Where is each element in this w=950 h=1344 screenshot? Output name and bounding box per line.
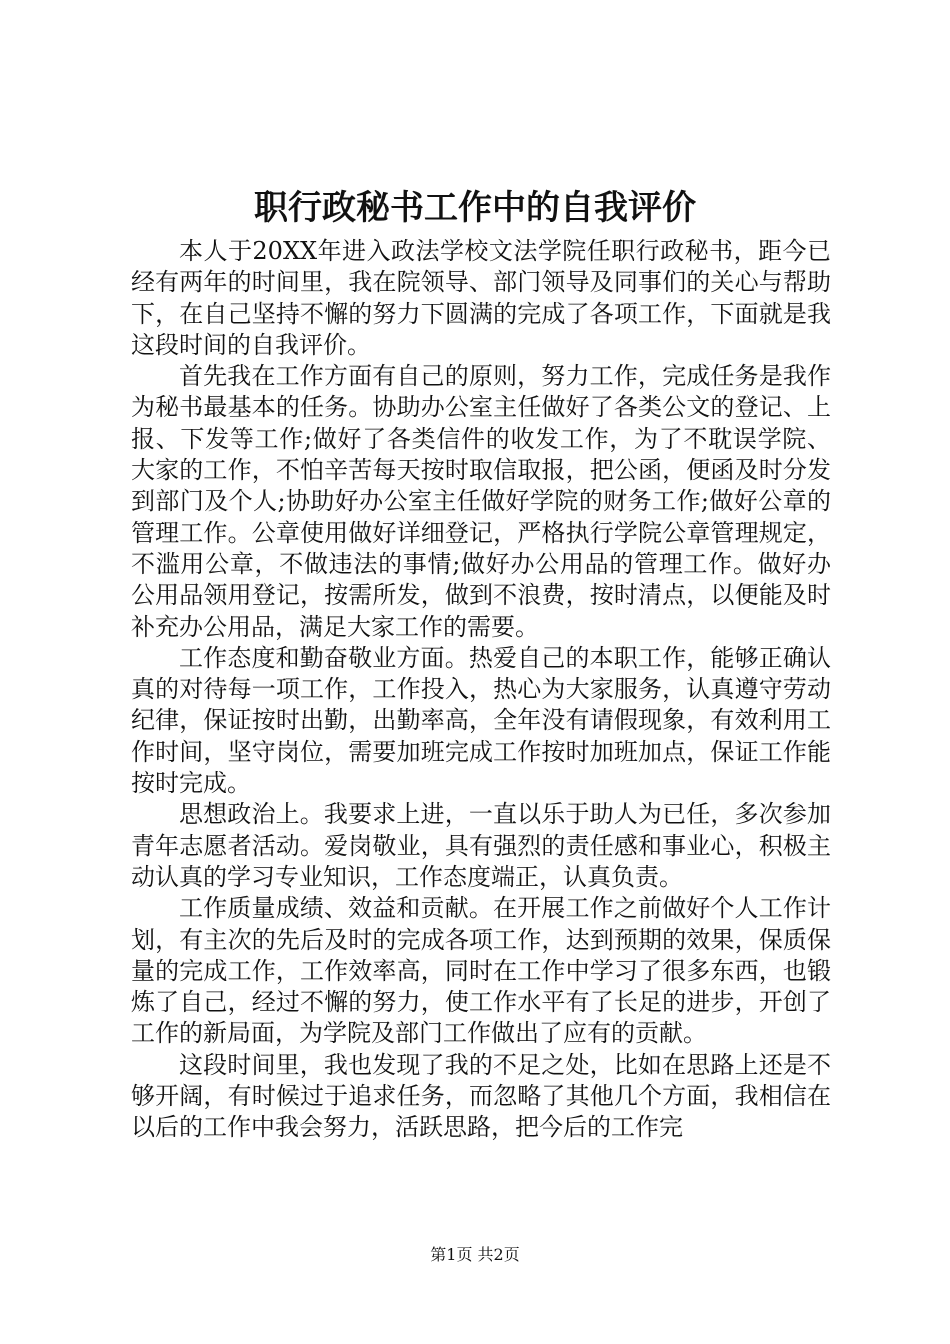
paragraph-work-attitude: 工作态度和勤奋敬业方面。热爱自己的本职工作，能够正确认真的对待每一项工作，工作投入，热心为大家服务，认真遵守劳动纪律，保证按时出勤，出勤率高，全年没有请假现象，有效利用工作时间，坚守岗位，需要加班完成工作按时加班加点，保证工作能按时完成。	[131, 643, 831, 798]
page-number-footer: 第1页 共2页	[430, 1245, 520, 1264]
paragraph-intro: 本人于20XX年进入政法学校文法学院任职行政秘书，距今已经有两年的时间里，我在院领导、部门领导及同事们的关心与帮助下，在自己坚持不懈的努力下圆满的完成了各项工作，下面就是我这段时间的自我评价。	[131, 237, 831, 359]
document-body	[131, 236, 831, 1144]
paragraph-work-quality: 工作质量成绩、效益和贡献。在开展工作之前做好个人工作计划，有主次的先后及时的完成各项工作，达到预期的效果，保质保量的完成工作，工作效率高，同时在工作中学习了很多东西，也锻炼了自己，经过不懈的努力，使工作水平有了长足的进步，开创了工作的新局面，为学院及部门工作做出了应有的贡献。	[131, 894, 831, 1048]
paragraph-shortcomings: 这段时间里，我也发现了我的不足之处，比如在思路上还是不够开阔，有时候过于追求任务，而忽略了其他几个方面，我相信在以后的工作中我会努力，活跃思路，把今后的工作完	[131, 1050, 831, 1142]
paragraph-work-principles: 首先我在工作方面有自己的原则，努力工作，完成任务是我作为秘书最基本的任务。协助办公室主任做好了各类公文的登记、上报、下发等工作;做好了各类信件的收发工作，为了不耽误学院、大家的工作，不怕辛苦每天按时取信取报，把公函，便函及时分发到部门及个人;协助好办公室主任做好学院的财务工作;做好公章的管理工作。公章使用做好详细登记，严格执行学院公章管理规定，不滥用公章，不做违法的事情;做好办公用品的管理工作。做好办公用品领用登记，按需所发，做到不浪费，按时清点，以便能及时补充办公用品，满足大家工作的需要。	[131, 362, 831, 641]
document-title: 职行政秘书工作中的自我评价	[254, 188, 696, 228]
paragraph-political-thought: 思想政治上。我要求上进，一直以乐于助人为已任，多次参加青年志愿者活动。爱岗敬业，具有强烈的责任感和事业心，积极主动认真的学习专业知识，工作态度端正，认真负责。	[131, 800, 831, 891]
